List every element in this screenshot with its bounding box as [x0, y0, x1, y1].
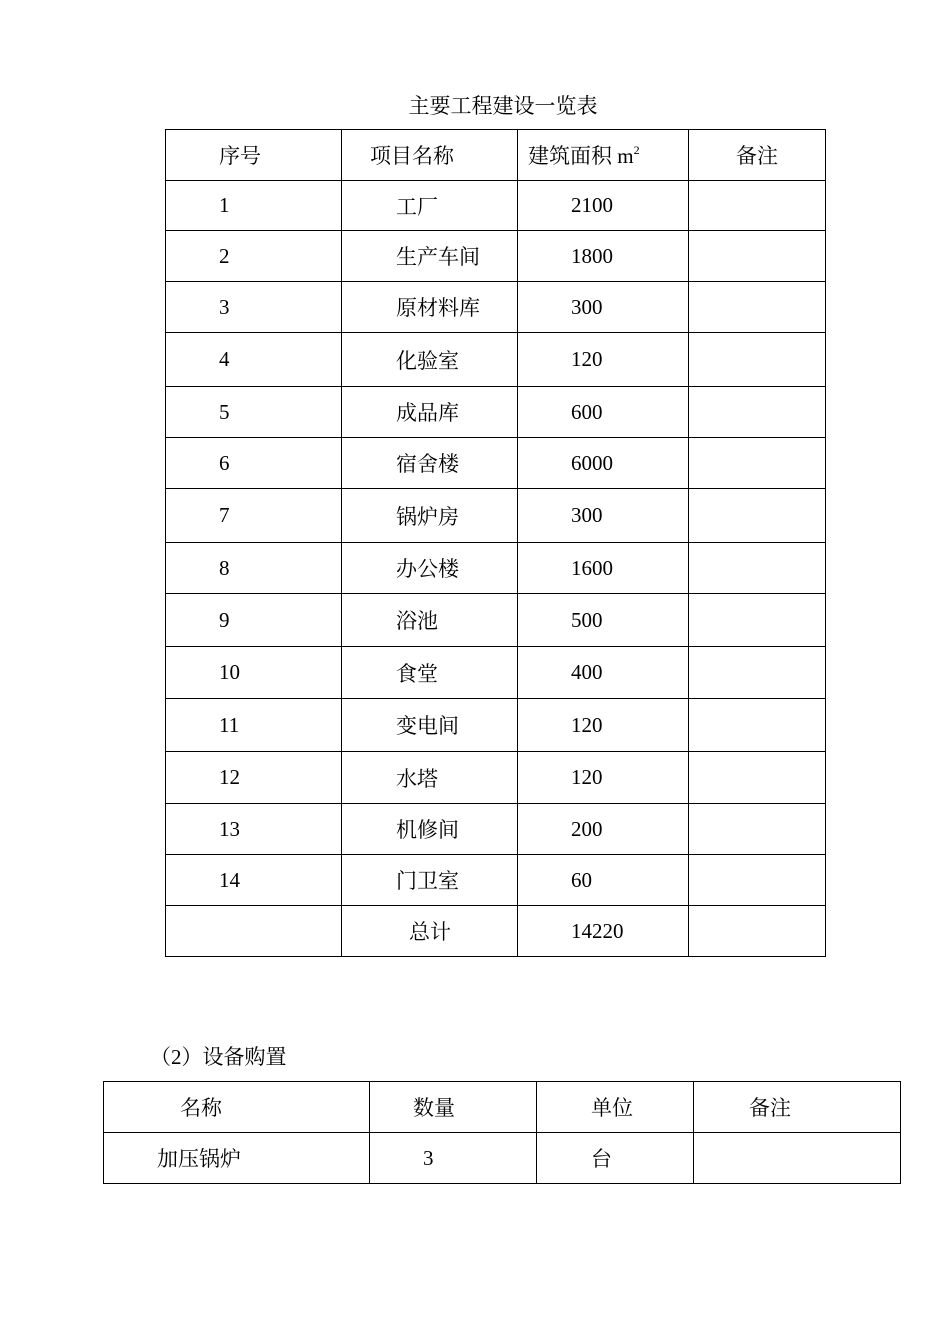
row-no: 10: [166, 647, 342, 699]
row-no: 12: [166, 752, 342, 804]
table-row: [166, 594, 826, 647]
table-row: [166, 333, 826, 387]
row-note: [689, 699, 826, 752]
row-area: 120: [518, 752, 689, 804]
total-label: 总计: [342, 906, 518, 957]
equipment-row: [104, 1133, 901, 1184]
row-note: [689, 855, 826, 906]
row-area: 60: [518, 855, 689, 906]
total-no: [166, 906, 342, 957]
row-no: 13: [166, 804, 342, 855]
row-name: 食堂: [342, 647, 518, 699]
section-title-equipment: （2）设备购置: [150, 1045, 287, 1069]
construction-table: [165, 129, 826, 957]
row-no: 5: [166, 387, 342, 438]
row-name: 生产车间: [342, 231, 518, 282]
row-no: 2: [166, 231, 342, 282]
equipment-unit: 台: [537, 1133, 694, 1184]
table-header-row: [166, 130, 826, 181]
row-area: 200: [518, 804, 689, 855]
row-note: [689, 543, 826, 594]
equipment-name: 加压锅炉: [104, 1133, 370, 1184]
table-row: [166, 181, 826, 231]
row-name: 变电间: [342, 699, 518, 752]
row-note: [689, 387, 826, 438]
equipment-header-row: [104, 1082, 901, 1133]
table-total-row: [166, 906, 826, 957]
row-name: 水塔: [342, 752, 518, 804]
row-note: [689, 594, 826, 647]
total-note: [689, 906, 826, 957]
table-row: [166, 387, 826, 438]
header-area-unit-sup: 2: [633, 143, 640, 157]
table-row: [166, 438, 826, 489]
row-no: 6: [166, 438, 342, 489]
header-area: [518, 130, 689, 181]
header-note: 备注: [689, 130, 826, 181]
row-no: 3: [166, 282, 342, 333]
row-no: 11: [166, 699, 342, 752]
table-row: [166, 543, 826, 594]
table-row: [166, 855, 826, 906]
row-note: [689, 333, 826, 387]
document-title: 主要工程建设一览表: [408, 94, 598, 118]
row-name: 机修间: [342, 804, 518, 855]
row-area: 120: [518, 699, 689, 752]
equipment-header-unit: 单位: [537, 1082, 694, 1133]
equipment-header-note: 备注: [694, 1082, 901, 1133]
row-note: [689, 752, 826, 804]
row-name: 工厂: [342, 181, 518, 231]
row-note: [689, 181, 826, 231]
row-name: 办公楼: [342, 543, 518, 594]
row-note: [689, 231, 826, 282]
row-name: 浴池: [342, 594, 518, 647]
row-area: 120: [518, 333, 689, 387]
row-area: 2100: [518, 181, 689, 231]
table-row: [166, 231, 826, 282]
equipment-note: [694, 1133, 901, 1184]
table-row: [166, 489, 826, 543]
table-row: [166, 752, 826, 804]
row-no: 9: [166, 594, 342, 647]
row-no: 14: [166, 855, 342, 906]
row-no: 4: [166, 333, 342, 387]
equipment-table: [103, 1081, 901, 1184]
row-note: [689, 489, 826, 543]
row-note: [689, 438, 826, 489]
row-area: 1600: [518, 543, 689, 594]
row-name: 锅炉房: [342, 489, 518, 543]
equipment-header-qty: 数量: [370, 1082, 537, 1133]
row-name: 门卫室: [342, 855, 518, 906]
header-name: 项目名称: [342, 130, 518, 181]
row-area: 300: [518, 489, 689, 543]
row-note: [689, 647, 826, 699]
row-area: 400: [518, 647, 689, 699]
row-no: 8: [166, 543, 342, 594]
row-area: 6000: [518, 438, 689, 489]
row-name: 化验室: [342, 333, 518, 387]
row-area: 500: [518, 594, 689, 647]
row-area: 1800: [518, 231, 689, 282]
equipment-header-name: 名称: [104, 1082, 370, 1133]
table-row: [166, 699, 826, 752]
row-name: 原材料库: [342, 282, 518, 333]
row-name: 成品库: [342, 387, 518, 438]
total-area: 14220: [518, 906, 689, 957]
row-note: [689, 804, 826, 855]
row-note: [689, 282, 826, 333]
table-row: [166, 804, 826, 855]
header-no: 序号: [166, 130, 342, 181]
row-no: 1: [166, 181, 342, 231]
table-row: [166, 282, 826, 333]
row-area: 300: [518, 282, 689, 333]
header-area-label: 建筑面积 m: [528, 144, 634, 168]
row-area: 600: [518, 387, 689, 438]
row-name: 宿舍楼: [342, 438, 518, 489]
table-row: [166, 647, 826, 699]
equipment-qty: 3: [370, 1133, 537, 1184]
row-no: 7: [166, 489, 342, 543]
